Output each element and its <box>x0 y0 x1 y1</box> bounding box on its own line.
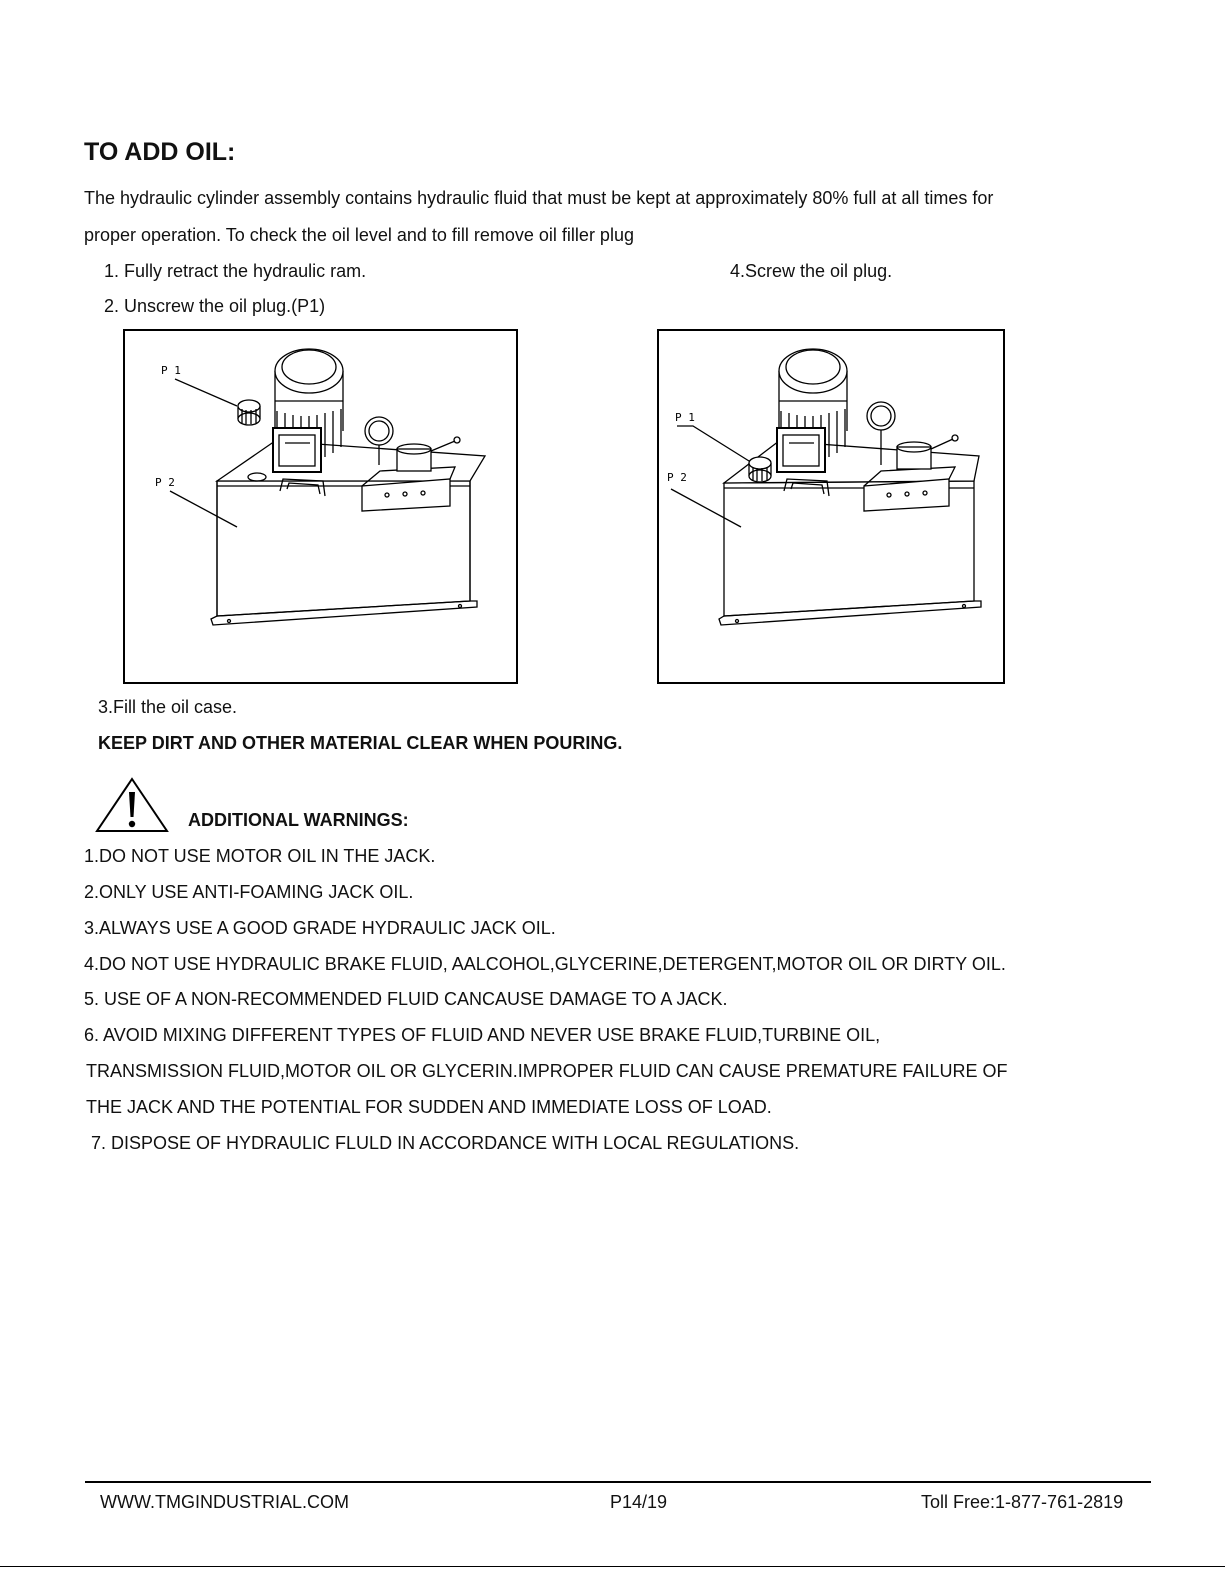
warning-item: 2.ONLY USE ANTI-FOAMING JACK OIL. <box>84 882 414 902</box>
figure-plug-installed <box>657 329 1005 684</box>
footer-website: WWW.TMGINDUSTRIAL.COM <box>100 1492 349 1512</box>
warning-item: 4.DO NOT USE HYDRAULIC BRAKE FLUID, AALCOHOL,GLYCERINE,DETERGENT,MOTOR OIL OR DIRTY OIL. <box>84 954 1006 974</box>
label-p2: P 2 <box>667 471 687 484</box>
page-bottom-divider <box>0 1566 1225 1567</box>
warnings-heading: ADDITIONAL WARNINGS: <box>188 810 409 830</box>
footer-divider <box>85 1481 1151 1483</box>
intro-line-2: proper operation. To check the oil level and to fill remove oil filler plug <box>84 225 634 245</box>
warning-item: 5. USE OF A NON-RECOMMENDED FLUID CANCAUSE DAMAGE TO A JACK. <box>84 989 728 1009</box>
label-p1: P 1 <box>161 364 181 377</box>
intro-line-1: The hydraulic cylinder assembly contains hydraulic fluid that must be kept at approximately 80% full at all times for <box>84 188 994 208</box>
keep-clear-notice: KEEP DIRT AND OTHER MATERIAL CLEAR WHEN POURING. <box>98 733 623 753</box>
warning-item: 7. DISPOSE OF HYDRAULIC FLULD IN ACCORDANCE WITH LOCAL REGULATIONS. <box>86 1133 800 1153</box>
warning-item: THE JACK AND THE POTENTIAL FOR SUDDEN AND IMMEDIATE LOSS OF LOAD. <box>86 1097 772 1117</box>
hydraulic-unit-drawing <box>125 331 516 682</box>
hydraulic-unit-drawing <box>659 331 1003 682</box>
warning-item: 1.DO NOT USE MOTOR OIL IN THE JACK. <box>84 846 436 866</box>
figure-plug-removed <box>123 329 518 684</box>
step-4: 4.Screw the oil plug. <box>730 261 893 281</box>
step-3: 3.Fill the oil case. <box>98 697 238 717</box>
warning-icon <box>94 776 170 834</box>
footer-page-number: P14/19 <box>610 1492 668 1512</box>
step-2: 2. Unscrew the oil plug.(P1) <box>104 296 326 316</box>
warning-item: 6. AVOID MIXING DIFFERENT TYPES OF FLUID AND NEVER USE BRAKE FLUID,TURBINE OIL, <box>84 1025 881 1045</box>
page-title: TO ADD OIL: <box>84 138 236 166</box>
warning-item: TRANSMISSION FLUID,MOTOR OIL OR GLYCERIN.IMPROPER FLUID CAN CAUSE PREMATURE FAILURE OF <box>86 1061 1008 1081</box>
label-p2: P 2 <box>155 476 175 489</box>
label-p1: P 1 <box>675 411 695 424</box>
warning-item: 3.ALWAYS USE A GOOD GRADE HYDRAULIC JACK OIL. <box>84 918 556 938</box>
footer-phone: Toll Free:1-877-761-2819 <box>921 1492 1124 1512</box>
step-1: 1. Fully retract the hydraulic ram. <box>104 261 367 281</box>
